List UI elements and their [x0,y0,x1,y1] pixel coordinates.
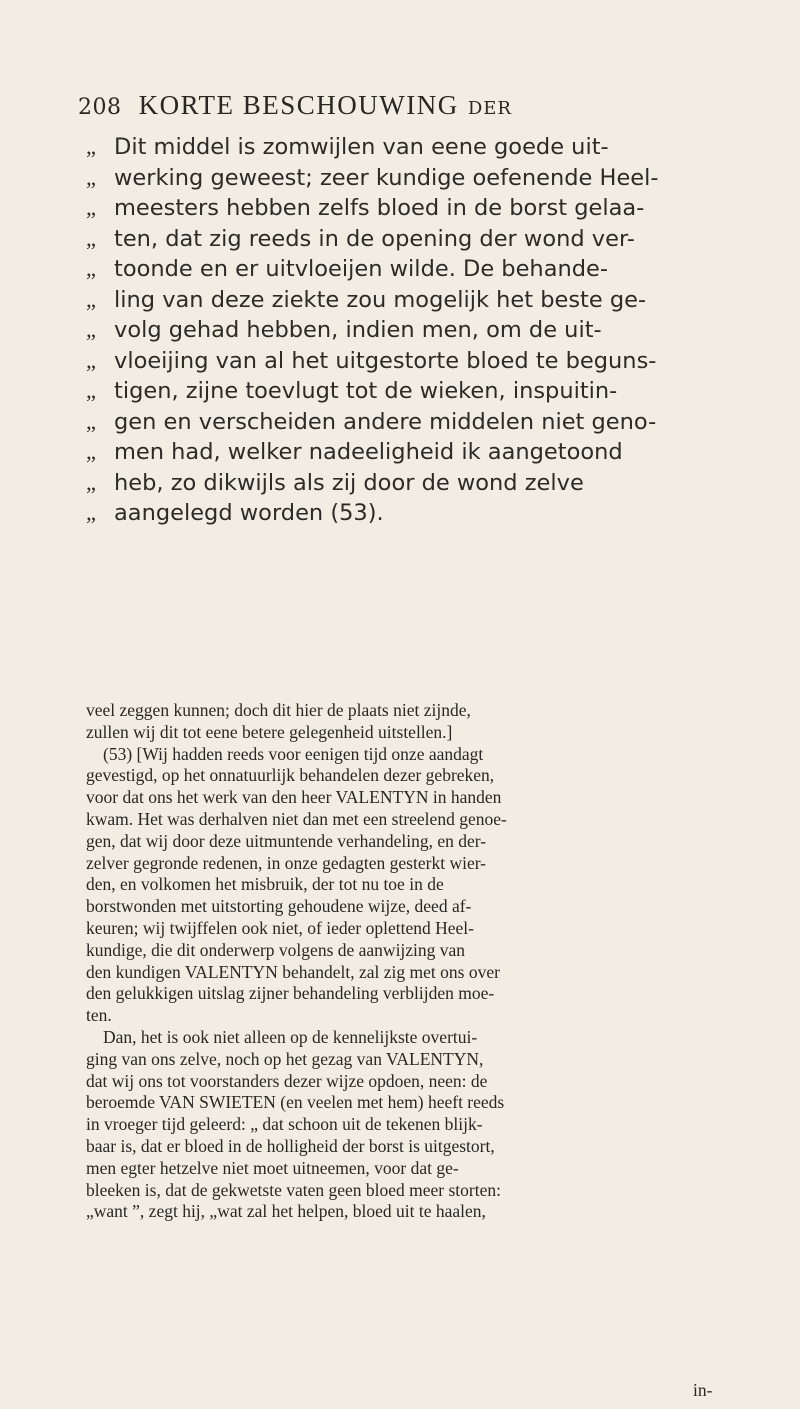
catchword: in- [693,1380,713,1400]
footnote-line: bleeken is, dat de gekwetste vaten geen bloed meer storten: [86,1179,501,1200]
quote-line: „ Dit middel is zomwijlen van eene goede uit- [86,134,609,160]
footnote-line: kwam. Het was derhalven niet dan met een streelend genoe- [86,808,507,829]
footnote-line: keuren; wij twijffelen ook niet, of ieder oplettend Heel- [86,917,474,938]
footnote-line: beroemde VAN SWIETEN (en veelen met hem) heeft reeds [86,1092,505,1113]
footnote-line: dat wij ons tot voorstanders dezer wijze opdoen, neen: de [86,1070,488,1091]
footnote-line: baar is, dat er bloed in de holligheid der borst is uitgestort, [86,1135,495,1156]
quote-line: „ ten, dat zig reeds in de opening der wond ver- [86,225,635,252]
footnote-line: „want ”, zegt hij, „wat zal het helpen, bloed uit te haalen, [86,1201,486,1222]
quote-line: „ heb, zo dikwijls als zij door de wond zelve [86,469,584,496]
quoted-passage [86,132,726,529]
quote-line: „ men had, welker nadeeligheid ik aangetoond [86,439,623,465]
footnote-line: zelver gegronde redenen, in onze gedagten gesterkt wier- [86,852,487,873]
footnote-line: borstwonden met uitstorting gehoudene wijze, deed af- [86,896,472,917]
quote-line: „ toonde en er uitvloeijen wilde. De behande- [86,256,608,282]
quote-line: „ gen en verscheiden andere middelen niet geno- [86,408,657,435]
footnote-line: in vroeger tijd geleerd: „ dat schoon uit de tekenen blijk- [86,1114,483,1135]
footnote-line: ging van ons zelve, noch op het gezag van VALENTYN, [86,1048,484,1069]
footnote-line: Dan, het is ook niet alleen op de kennelijkste overtui- [103,1026,478,1047]
footnote-line: men egter hetzelve niet moet uitneemen, voor dat ge- [86,1157,459,1178]
footnote-block [86,700,726,1223]
footnote-line: den kundigen VALENTYN behandelt, zal zig met ons over [86,961,500,982]
page-number: 208 [78,95,122,120]
footnote-line: gevestigd, op het onnatuurlijk behandelen dezer gebreken, [86,765,495,786]
quote-line: „ volg gehad hebben, indien men, om de uit- [86,317,602,343]
running-header [78,90,718,130]
quote-line: „ aangelegd worden (53). [86,500,384,526]
footnote-line: den, en volkomen het misbruik, der tot nu toe in de [86,874,444,895]
quote-line: „ ling van deze ziekte zou mogelijk het beste ge- [86,286,647,313]
quote-line: „ vloeijing van al het uitgestorte bloed te beguns- [86,347,657,374]
running-title: KORTE BESCHOUWING [138,90,459,120]
footnote-line: voor dat ons het werk van den heer VALENTYN in handen [86,787,502,808]
footnote-line: kundige, die dit onderwerp volgens de aanwijzing van [86,939,466,960]
footnote-line: (53) [Wij hadden reeds voor eenigen tijd onze aandagt [103,743,484,764]
quote-line: „ tigen, zijne toevlugt tot de wieken, inspuitin- [86,378,618,404]
footnote-line: zullen wij dit tot eene betere gelegenheid uitstellen.] [86,721,453,742]
quote-line: „ meesters hebben zelfs bloed in de borst gelaa- [86,195,645,221]
footnote-line: veel zeggen kunnen; doch dit hier de plaats niet zijnde, [86,700,471,720]
footnote-line: den gelukkigen uitslag zijner behandeling verblijden moe- [86,983,495,1004]
footnote-line: ten. [86,1005,112,1026]
footnote-line: gen, dat wij door deze uitmuntende verhandeling, en der- [86,830,487,851]
running-title-small: DER [467,98,512,119]
quote-line: „ werking geweest; zeer kundige oefenende Heel- [86,164,659,191]
